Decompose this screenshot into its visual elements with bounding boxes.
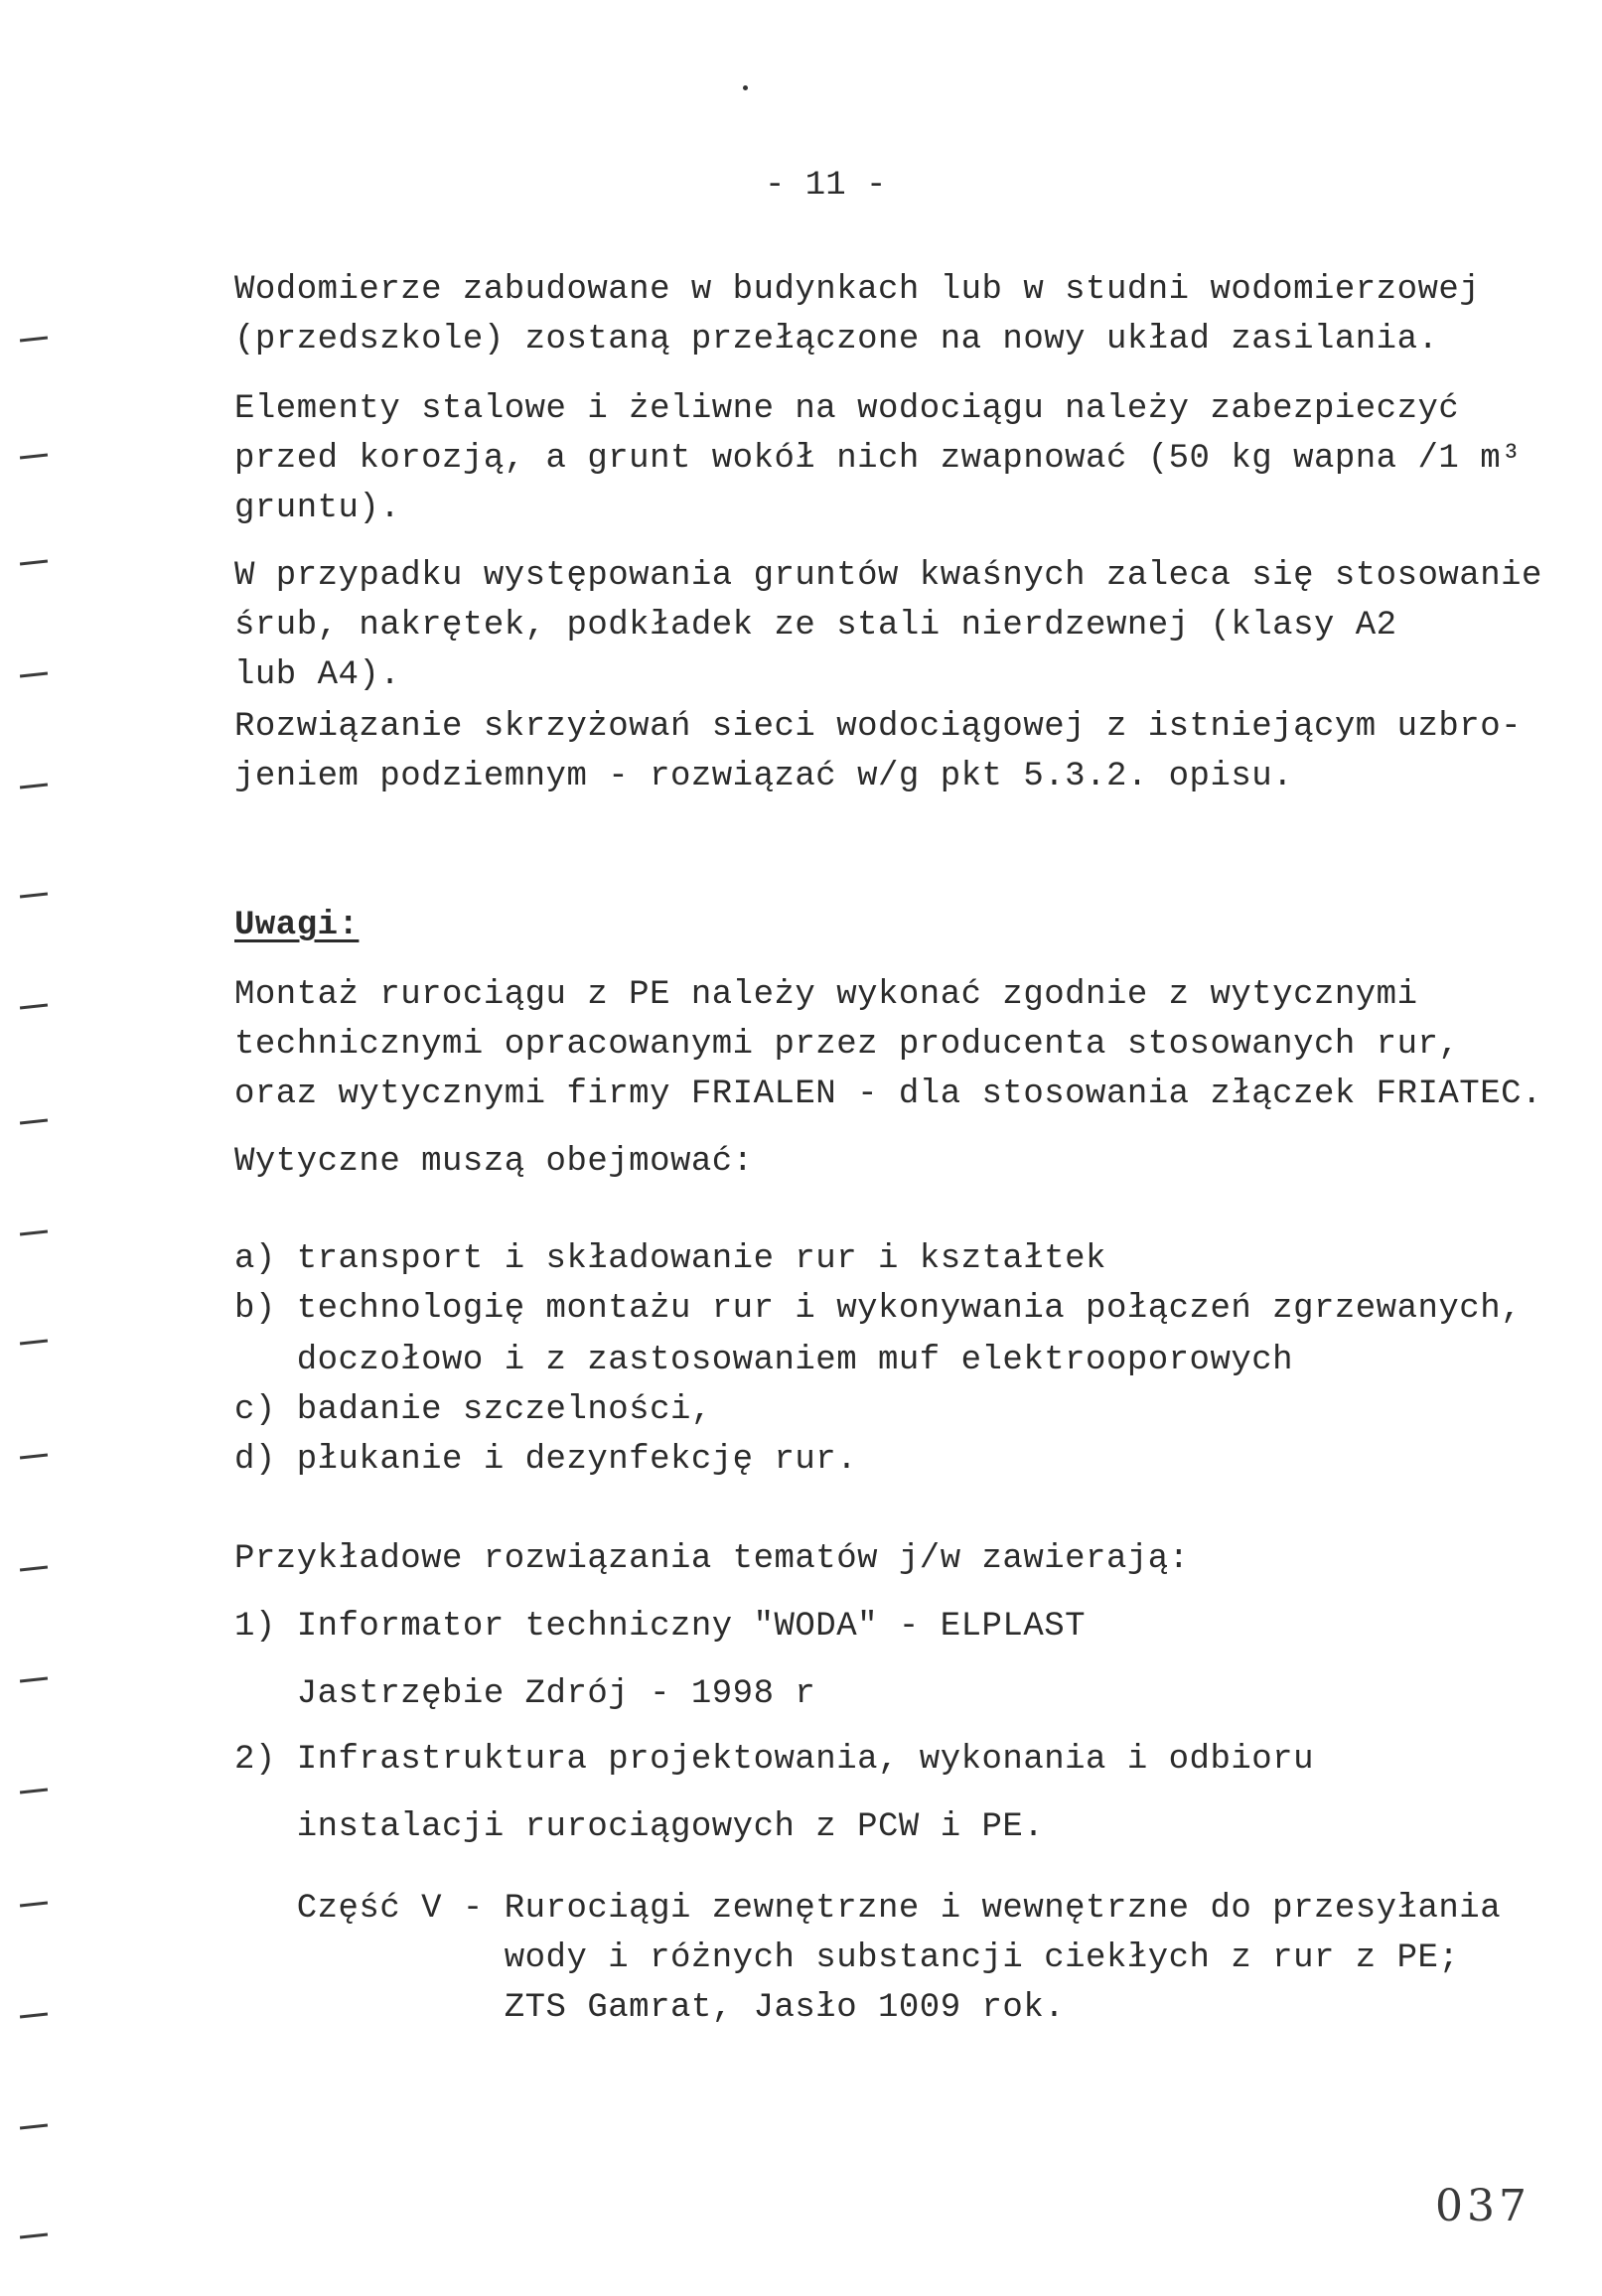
margin-mark	[20, 560, 48, 566]
scan-speck	[743, 85, 748, 90]
paragraph-line: W przypadku występowania gruntów kwaśnych zaleca się stosowanie	[234, 557, 1542, 595]
list-item: doczołowo i z zastosowaniem muf elektrooporowych	[234, 1342, 1294, 1379]
margin-mark	[20, 672, 48, 678]
list-item: c) badanie szczelności,	[234, 1391, 712, 1429]
notes-line: Montaż rurociągu z PE należy wykonać zgodnie z wytycznymi	[234, 976, 1418, 1014]
reference-item: 2) Infrastruktura projektowania, wykonania i odbioru	[234, 1741, 1314, 1779]
reference-part: Część V - Rurociągi zewnętrzne i wewnętrzne do przesyłania	[234, 1890, 1502, 1928]
paragraph-line: (przedszkole) zostaną przełączone na nowy układ zasilania.	[234, 321, 1439, 359]
margin-mark	[20, 1004, 48, 1010]
margin-mark	[20, 454, 48, 460]
paragraph-line: przed korozją, a grunt wokół nich zwapnować (50 kg wapna /1 m³	[234, 440, 1523, 478]
margin-mark	[20, 1119, 48, 1125]
notes-heading: Uwagi:	[234, 907, 360, 944]
list-item: d) płukanie i dezynfekcję rur.	[234, 1441, 858, 1479]
margin-mark	[20, 1677, 48, 1683]
reference-item: instalacji rurociągowych z PCW i PE.	[234, 1808, 1045, 1846]
reference-item: Jastrzębie Zdrój - 1998 r	[234, 1675, 816, 1713]
margin-mark	[20, 2233, 48, 2239]
paragraph-line: gruntu).	[234, 490, 401, 527]
reference-item: 1) Informator techniczny "WODA" - ELPLAST	[234, 1608, 1087, 1646]
paragraph-line: jeniem podziemnym - rozwiązać w/g pkt 5.3.2. opisu.	[234, 758, 1294, 795]
margin-mark	[20, 1340, 48, 1346]
reference-part: wody i różnych substancji ciekłych z rur z PE;	[234, 1939, 1460, 1977]
page-number: - 11 -	[765, 167, 887, 205]
margin-mark	[20, 337, 48, 343]
margin-mark	[20, 1230, 48, 1236]
margin-mark	[20, 1566, 48, 1572]
paragraph-line: lub A4).	[234, 656, 401, 694]
margin-mark	[20, 1454, 48, 1460]
margin-mark	[20, 2013, 48, 2019]
margin-mark	[20, 784, 48, 789]
paragraph-line: Elementy stalowe i żeliwne na wodociągu należy zabezpieczyć	[234, 390, 1460, 428]
paragraph-line: Rozwiązanie skrzyżowań sieci wodociągowej z istniejącym uzbro-	[234, 708, 1523, 746]
notes-line: oraz wytycznymi firmy FRIALEN - dla stosowania złączek FRIATEC.	[234, 1076, 1542, 1113]
references-intro: Przykładowe rozwiązania tematów j/w zawierają:	[234, 1540, 1190, 1578]
list-item: b) technologię montażu rur i wykonywania połączeń zgrzewanych,	[234, 1290, 1523, 1328]
margin-mark	[20, 1789, 48, 1794]
margin-mark	[20, 1902, 48, 1908]
paragraph-line: śrub, nakrętek, podkładek ze stali nierdzewnej (klasy A2	[234, 607, 1397, 645]
reference-part: ZTS Gamrat, Jasło 1009 rok.	[234, 1989, 1066, 2027]
list-item: a) transport i składowanie rur i kształtek	[234, 1240, 1106, 1278]
margin-mark	[20, 893, 48, 899]
notes-line: technicznymi opracowanymi przez producenta stosowanych rur,	[234, 1026, 1460, 1064]
margin-mark	[20, 2124, 48, 2130]
requirements-intro: Wytyczne muszą obejmować:	[234, 1143, 754, 1181]
paragraph-line: Wodomierze zabudowane w budynkach lub w studni wodomierzowej	[234, 271, 1481, 309]
stamp-number: 037	[1435, 2181, 1530, 2231]
